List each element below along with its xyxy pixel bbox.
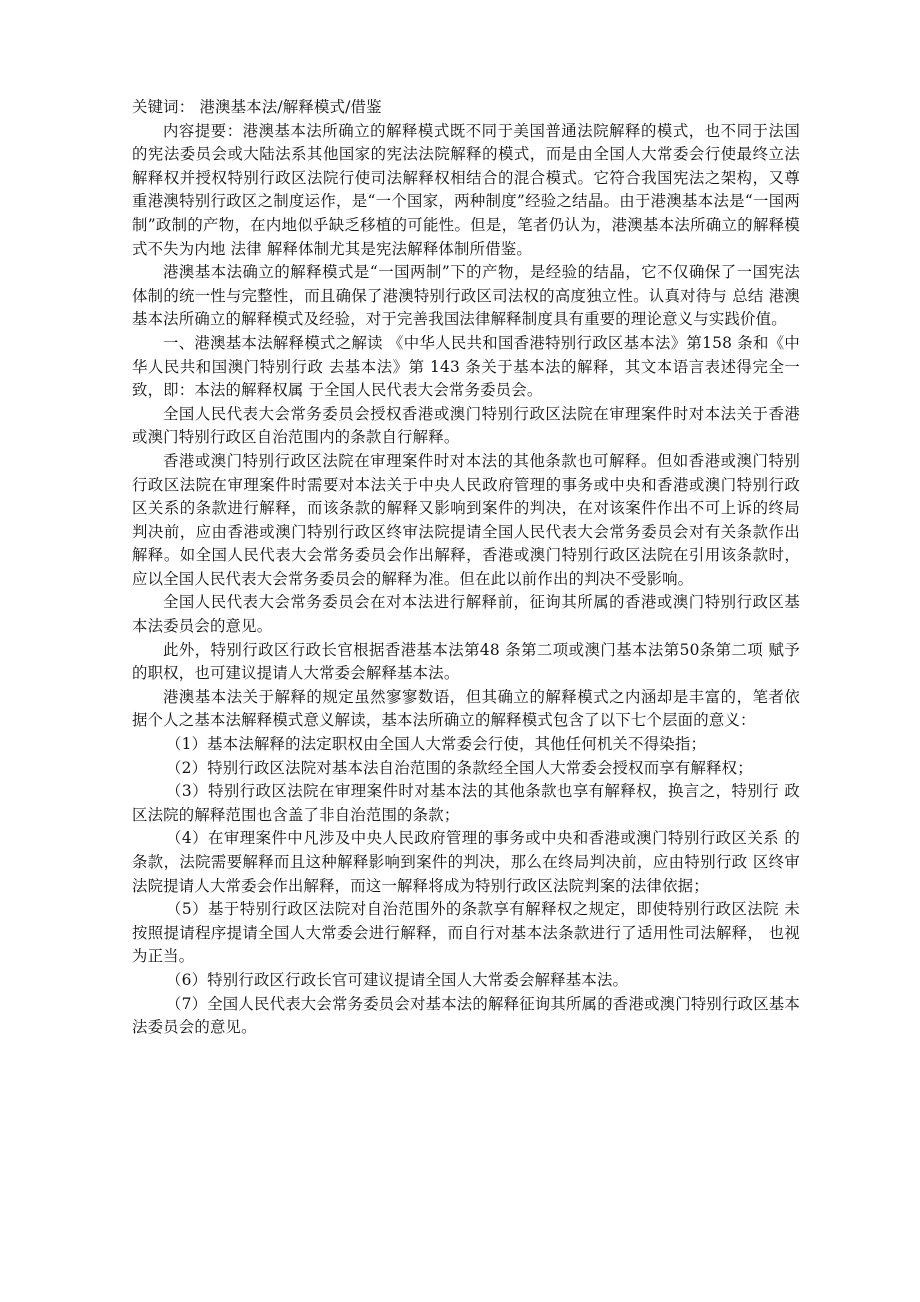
paragraph-intro: 港澳基本法确立的解释模式是“一国两制”下的产物，是经验的结晶，它不仅确保了一国宪法体制的统一性与完整性，而且确保了港澳特别行政区司法权的高度独立性。认真对待与 总结 港澳基本法所确立的解释模式及经验，对于完善我国法律解释制度具有重要的理论意义与实践价值。: [132, 263, 800, 329]
paragraph: 香港或澳门特别行政区法院在审理案件时对本法的其他条款也可解释。但如香港或澳门特别行政区法院在审理案件时需要对本法关于中央人民政府管理的事务或中央和香港或澳门特别行政区关系的条款进行解释，而该条款的解释又影响到案件的判决，在对该案件作出不可上诉的终局判决前，应由香港或澳门特别行政区终审法院提请全国人民代表大会常务委员会对有关条款作出解释。如全国人民代表大会常务委员会作出解释，香港或澳门特别行政区法院在引用该条款时，应以全国人民代表大会常务委员会的解释为准。但在此以前作出的判决不受影响。: [132, 451, 800, 588]
paragraph: 全国人民代表大会常务委员会授权香港或澳门特别行政区法院在审理案件时对本法关于香港或澳门特别行政区自治范围内的条款自行解释。: [132, 404, 800, 447]
list-item: （5）基于特别行政区法院对自治范围外的条款享有解释权之规定，即使特别行政区法院 未按照提请程序提请全国人大常委会进行解释，而自行对基本法条款进行了适用性司法解释， 也视为正当。: [132, 900, 800, 966]
keywords-line: 关键词： 港澳基本法/解释模式/借鉴: [132, 98, 382, 116]
paragraph: 此外，特别行政区行政长官根据香港基本法第48 条第二项或澳门基本法第50条第二项 赋予的职权，也可建议提请人大常委会解释基本法。: [132, 640, 800, 683]
paragraph: 全国人民代表大会常务委员会在对本法进行解释前，征询其所属的香港或澳门特别行政区基本法委员会的意见。: [132, 593, 800, 636]
list-item: （6）特别行政区行政长官可建议提请全国人大常委会解释基本法。: [166, 970, 629, 989]
paragraph-abstract: 内容提要：港澳基本法所确立的解释模式既不同于美国普通法院解释的模式，也不同于法国的宪法委员会或大陆法系其他国家的宪法法院解释的模式，而是由全国人大常委会行使最终立法解释权并授权特别行政区法院行使司法解释权相结合的混合模式。它符合我国宪法之架构，又尊重港澳特别行政区之制度运作，是“一个国家，两种制度”经验之结晶。由于港澳基本法是“一国两制”政制的产物，在内地似乎缺乏移植的可能性。但是，笔者仍认为，港澳基本法所确立的解释模式不失为内地 法律 解释体制尤其是宪法解释体制所借鉴。: [132, 121, 800, 258]
list-item: （1）基本法解释的法定职权由全国人大常委会行使，其他任何机关不得染指；: [166, 735, 707, 754]
list-item: （2）特别行政区法院对基本法自治范围的条款经全国人大常委会授权而享有解释权；: [166, 758, 753, 777]
list-item: （3）特别行政区法院在审理案件时对基本法的其他条款也享有解释权，换言之，特别行 政区法院的解释范围也含盖了非自治范围的条款；: [132, 782, 800, 824]
list-item: （7）全国人民代表大会常务委员会对基本法的解释征询其所属的香港或澳门特别行政区基本法委员会的意见。: [132, 994, 800, 1037]
paragraph-section-one: 一、港澳基本法解释模式之解读 《中华人民共和国香港特别行政区基本法》第158 条和《中华人民共和国澳门特别行政 去基本法》第 143 条关于基本法的解释，其文本语言表述得完全一致，即：本法的解释权属 于全国人民代表大会常务委员会。: [132, 333, 800, 400]
list-item: （4）在审理案件中凡涉及中央人民政府管理的事务或中央和香港或澳门特别行政区关系 的条款，法院需要解释而且这种解释影响到案件的判决，那么在终局判决前，应由特别行政 区终审法院提请人大常委会作出解释，而这一解释将成为特别行政区法院判案的法律依据；: [132, 829, 800, 895]
document-body: [132, 96, 800, 1040]
paragraph: 港澳基本法关于解释的规定虽然寥寥数语，但其确立的解释模式之内涵却是丰富的，笔者依据个人之基本法解释模式意义解读，基本法所确立的解释模式包含了以下七个层面的意义：: [132, 687, 800, 730]
